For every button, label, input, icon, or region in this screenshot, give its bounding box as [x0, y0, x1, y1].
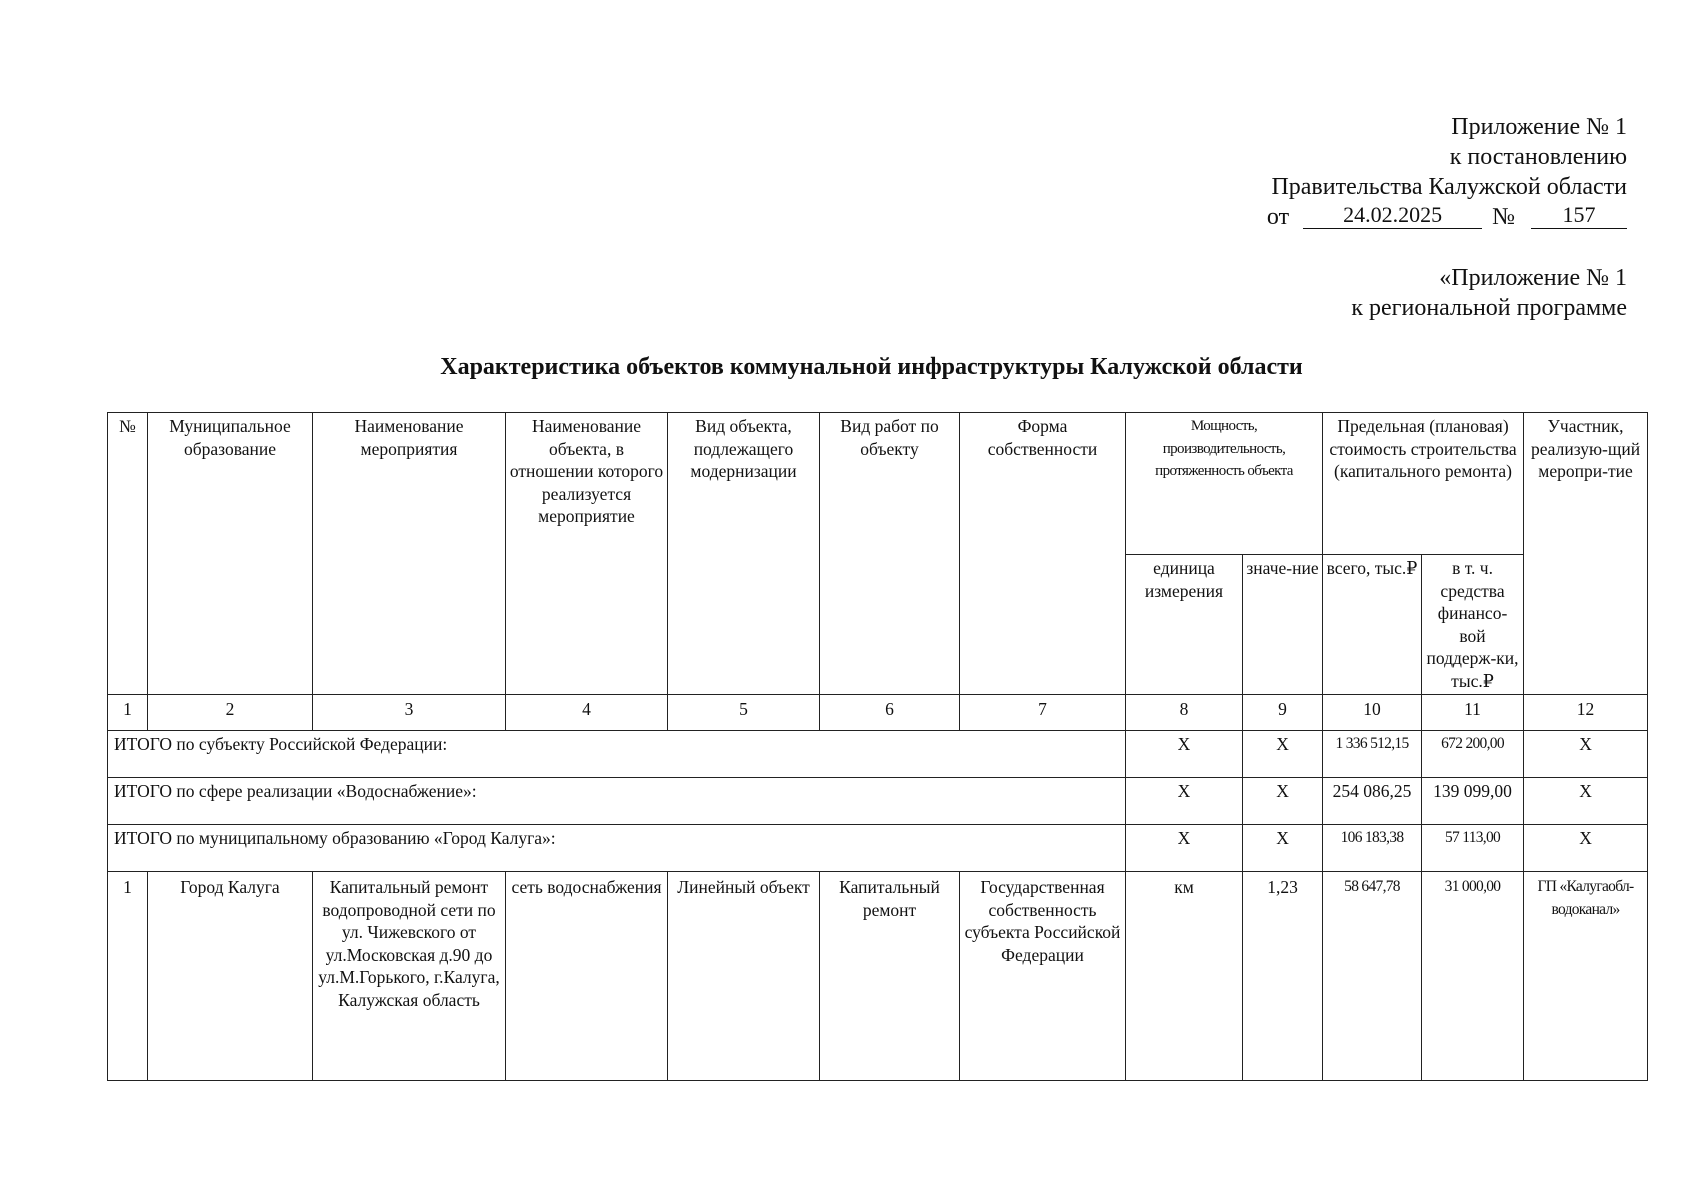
total-unit: Х: [1126, 731, 1243, 778]
infrastructure-table: [107, 412, 1648, 1081]
column-number-row: [108, 695, 1648, 731]
total-participant: Х: [1524, 731, 1648, 778]
row-object-type: Линейный объект: [668, 872, 820, 1081]
column-number: 12: [1524, 695, 1648, 731]
document-title: Характеристика объектов коммунальной инфраструктуры Калужской области: [440, 354, 1303, 380]
column-number: 10: [1323, 695, 1422, 731]
total-row-water-supply: [108, 778, 1648, 825]
resolution-number: 157: [1531, 202, 1627, 229]
column-number: 8: [1126, 695, 1243, 731]
row-value: 1,23: [1243, 872, 1323, 1081]
row-measure: Капитальный ремонт водопроводной сети по ул. Чижевского от ул.Московская д.90 до ул.М.Горького, г.Калуга, Калужская область: [313, 872, 506, 1081]
column-number: 2: [148, 695, 313, 731]
total-support: 672 200,00: [1422, 731, 1524, 778]
col-header-work-type: Вид работ по объекту: [820, 413, 960, 695]
row-number: 1: [108, 872, 148, 1081]
total-row-kaluga: [108, 825, 1648, 872]
row-unit: км: [1126, 872, 1243, 1081]
total-cost: 254 086,25: [1323, 778, 1422, 825]
col-header-cost: Предельная (плановая) стоимость строительства (капитального ремонта): [1323, 413, 1524, 555]
program-annex-header: [1351, 263, 1627, 323]
col-header-ownership: Форма собственности: [960, 413, 1126, 695]
total-support: 57 113,00: [1422, 825, 1524, 872]
date-number-line: [1267, 202, 1627, 232]
column-number: 6: [820, 695, 960, 731]
row-cost-support: 31 000,00: [1422, 872, 1524, 1081]
col-header-unit: единица измерения: [1126, 555, 1243, 695]
col-header-municipality: Муниципальное образование: [148, 413, 313, 695]
annex-label: «Приложение № 1: [1439, 265, 1627, 291]
total-label: ИТОГО по муниципальному образованию «Город Калуга»:: [108, 825, 1126, 872]
total-support: 139 099,00: [1422, 778, 1524, 825]
number-label: №: [1492, 204, 1515, 230]
total-value: Х: [1243, 731, 1323, 778]
col-header-participant: Участник, реализую-щий меропри-тие: [1524, 413, 1648, 695]
column-number: 7: [960, 695, 1126, 731]
row-ownership: Государственная собственность субъекта Российской Федерации: [960, 872, 1126, 1081]
total-value: Х: [1243, 825, 1323, 872]
row-participant: ГП «Калугаобл-водоканал»: [1524, 872, 1648, 1081]
col-header-cost-support: в т. ч. средства финансо-вой поддерж-ки, тыс.₽: [1422, 555, 1524, 695]
row-object-name: сеть водоснабжения: [506, 872, 668, 1081]
table-row: [108, 872, 1648, 1081]
total-label: ИТОГО по субъекту Российской Федерации:: [108, 731, 1126, 778]
col-header-measure: Наименование мероприятия: [313, 413, 506, 695]
column-number: 11: [1422, 695, 1524, 731]
column-number: 4: [506, 695, 668, 731]
total-cost: 106 183,38: [1323, 825, 1422, 872]
total-value: Х: [1243, 778, 1323, 825]
col-header-object-name: Наименование объекта, в отношении которого реализуется мероприятие: [506, 413, 668, 695]
total-unit: Х: [1126, 825, 1243, 872]
col-header-value: значе-ние: [1243, 555, 1323, 695]
total-label: ИТОГО по сфере реализации «Водоснабжение»:: [108, 778, 1126, 825]
column-number: 1: [108, 695, 148, 731]
col-header-capacity: Мощность, производительность, протяженность объекта: [1126, 413, 1323, 555]
resolution-date: 24.02.2025: [1303, 202, 1482, 229]
resolution-label: к постановлению: [1449, 144, 1627, 170]
total-participant: Х: [1524, 825, 1648, 872]
column-number: 5: [668, 695, 820, 731]
resolution-header: [1267, 112, 1627, 232]
total-cost: 1 336 512,15: [1323, 731, 1422, 778]
from-label: от: [1266, 204, 1290, 230]
column-number: 3: [313, 695, 506, 731]
government-label: Правительства Калужской области: [1271, 174, 1627, 200]
appendix-label: Приложение № 1: [1451, 114, 1627, 140]
row-work-type: Капитальный ремонт: [820, 872, 960, 1081]
total-row-region: [108, 731, 1648, 778]
row-municipality: Город Калуга: [148, 872, 313, 1081]
col-header-no: №: [108, 413, 148, 695]
header-row-top: [108, 413, 1648, 555]
total-unit: Х: [1126, 778, 1243, 825]
row-cost-total: 58 647,78: [1323, 872, 1422, 1081]
column-number: 9: [1243, 695, 1323, 731]
total-participant: Х: [1524, 778, 1648, 825]
col-header-cost-total: всего, тыс.₽: [1323, 555, 1422, 695]
col-header-object-type: Вид объекта, подлежащего модернизации: [668, 413, 820, 695]
annex-program-label: к региональной программе: [1351, 295, 1627, 321]
